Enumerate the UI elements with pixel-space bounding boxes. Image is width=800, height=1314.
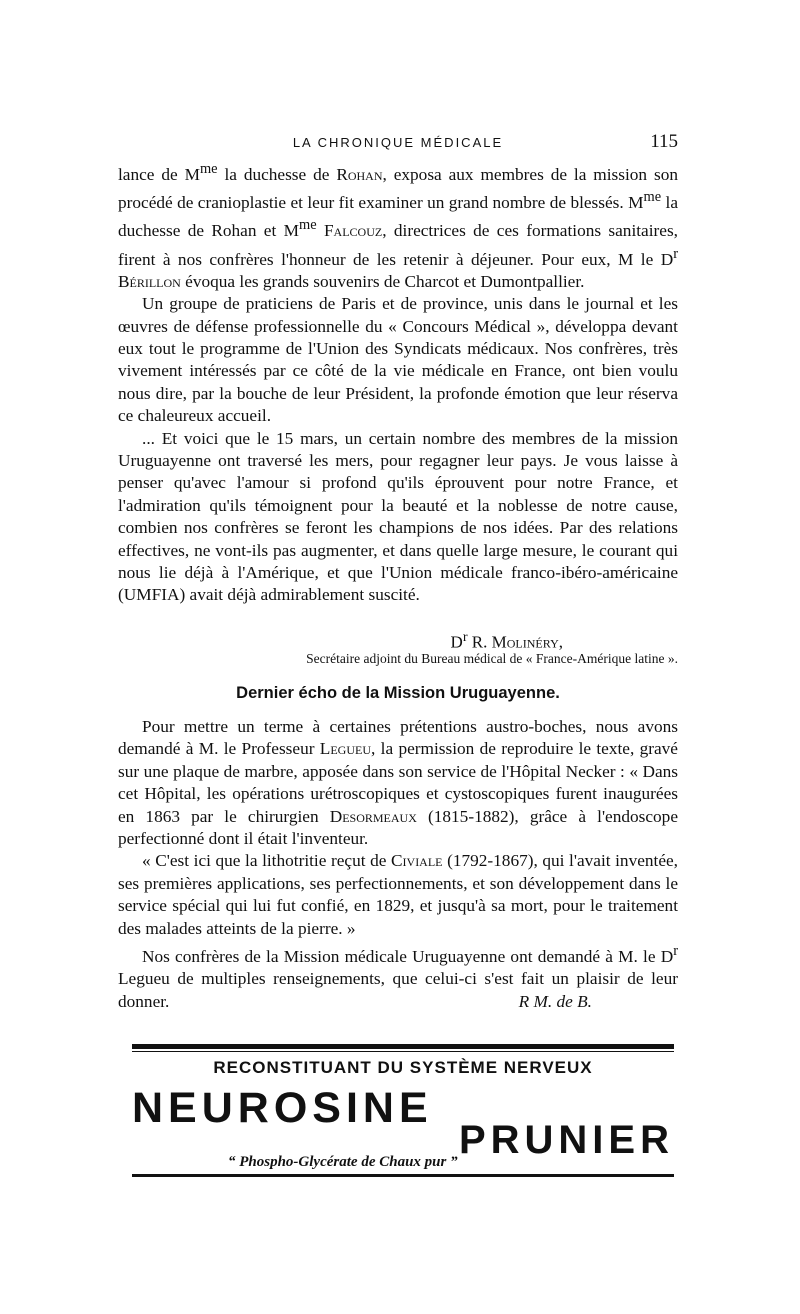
person-name: Legueu <box>319 739 372 759</box>
article-1-paragraph-3: ... Et voici que le 15 mars, un certain nombre des membres de la mission Uruguayenne ont traversé les mers, pour regagner leur pays. Je vous laisse à penser qu'avec l'amour si profond qu'ils éprouvent pour notre France, et l'admiration qu'ils témoignent pour la beauté et la noblesse de notre cause, combien nos confrères se feront les champions de nos idées. Par des relations effectives, ne vont-ils pas augmenter, et dans quelle large mesure, le courant qui nous lie déjà à l'Amérique, et que l'Union médicale franco-ibéro-américaine (UMFIA) avait déjà admirablement suscité. <box>118 428 678 605</box>
article-1-body <box>118 158 678 607</box>
person-name: Desormeaux <box>329 806 417 826</box>
person-name: Civiale <box>391 851 443 871</box>
signature-role: Secrétaire adjoint du Bureau médical de « France-Amérique latine ». <box>306 651 678 666</box>
article-2-paragraph-2: « C'est ici que la lithotritie reçut de Civiale (1792-1867), qui l'avait inventée, ses premières applications, ses perfectionnements, et son développement dans le service spécial qui lui fut confié, en 1829, et jusqu'à sa mort, pour le traitement des malades atteints de la pierre. » <box>118 851 678 938</box>
article-1-paragraph-1: lance de $M^{me}$ la duchesse de Rohan, exposa aux membres de la mission son procédé de cranioplastie et leur fit examiner un grand nombre de blessés. $M^{me}$ la duchesse de Rohan et $M^{me}$ Falcouz, directrices de ces formations sanitaires, firent à nos confrères l'honneur de les retenir à déjeuner. Pour eux, M le $D^r$ Bérillon évoqua les grands souvenirs de Charcot et Dumontpallier. <box>118 161 678 291</box>
page-number: 115 <box>650 131 678 152</box>
author-initials: R M. de B. <box>518 991 592 1011</box>
ad-tagline: “ Phospho-Glycérate de Chaux pur ” <box>228 1154 458 1170</box>
ad-brand-name: NEUROSINE <box>132 1084 433 1132</box>
ad-maker-name: PRUNIER <box>458 1118 674 1162</box>
running-title: LA CHRONIQUE MÉDICALE <box>292 135 504 150</box>
ad-rule-bottom <box>132 1174 674 1177</box>
page-header <box>118 133 678 159</box>
person-name: Falcouz <box>323 221 383 241</box>
signature: $D^r$ R. Molinéry, <box>450 629 563 652</box>
person-name: Rohan <box>336 164 383 184</box>
ad-headline: RECONSTITUANT DU SYSTÈME NERVEUX <box>213 1058 593 1077</box>
section-title: Dernier écho de la Mission Uruguayenne. <box>236 684 560 702</box>
ad-rule-top <box>132 1044 674 1049</box>
article-2-paragraph-3: Nos confrères de la Mission médicale Uruguayenne ont demandé à M. le $D^r$ Legueu de multiples renseignements, que celui-ci s'est fait un plaisir de leur donner. R M. de B. <box>118 940 678 1013</box>
person-name: Bérillon <box>118 271 181 291</box>
ad-rule-thin <box>132 1051 674 1052</box>
article-2-body <box>118 716 678 1013</box>
article-2-paragraph-1: Pour mettre un terme à certaines prétentions austro-boches, nous avons demandé à M. le Professeur Legueu, la permission de reproduire le texte, gravé sur une plaque de marbre, apposée dans son service de l'Hôpital Necker : « Dans cet Hôpital, les opérations urétroscopiques et cystoscopiques furent inaugurées en 1863 par le chirurgien Desormeaux (1815-1882), grâce à l'endoscope perfectionné dont il était l'inventeur. <box>118 717 678 849</box>
advertisement <box>132 1044 674 1176</box>
article-1-paragraph-2: Un groupe de praticiens de Paris et de province, unis dans le journal et les œuvres de défense professionnelle du « Concours Médical », développa devant eux tout le programme de l'Union des Syndicats médicaux. Nos confrères, très vivement intéressés par ce côté de la vie médicale en France, ont bien voulu nous dire, par la bouche de leur Président, la profonde émotion que leur réserva ce chaleureux accueil. <box>118 294 678 426</box>
